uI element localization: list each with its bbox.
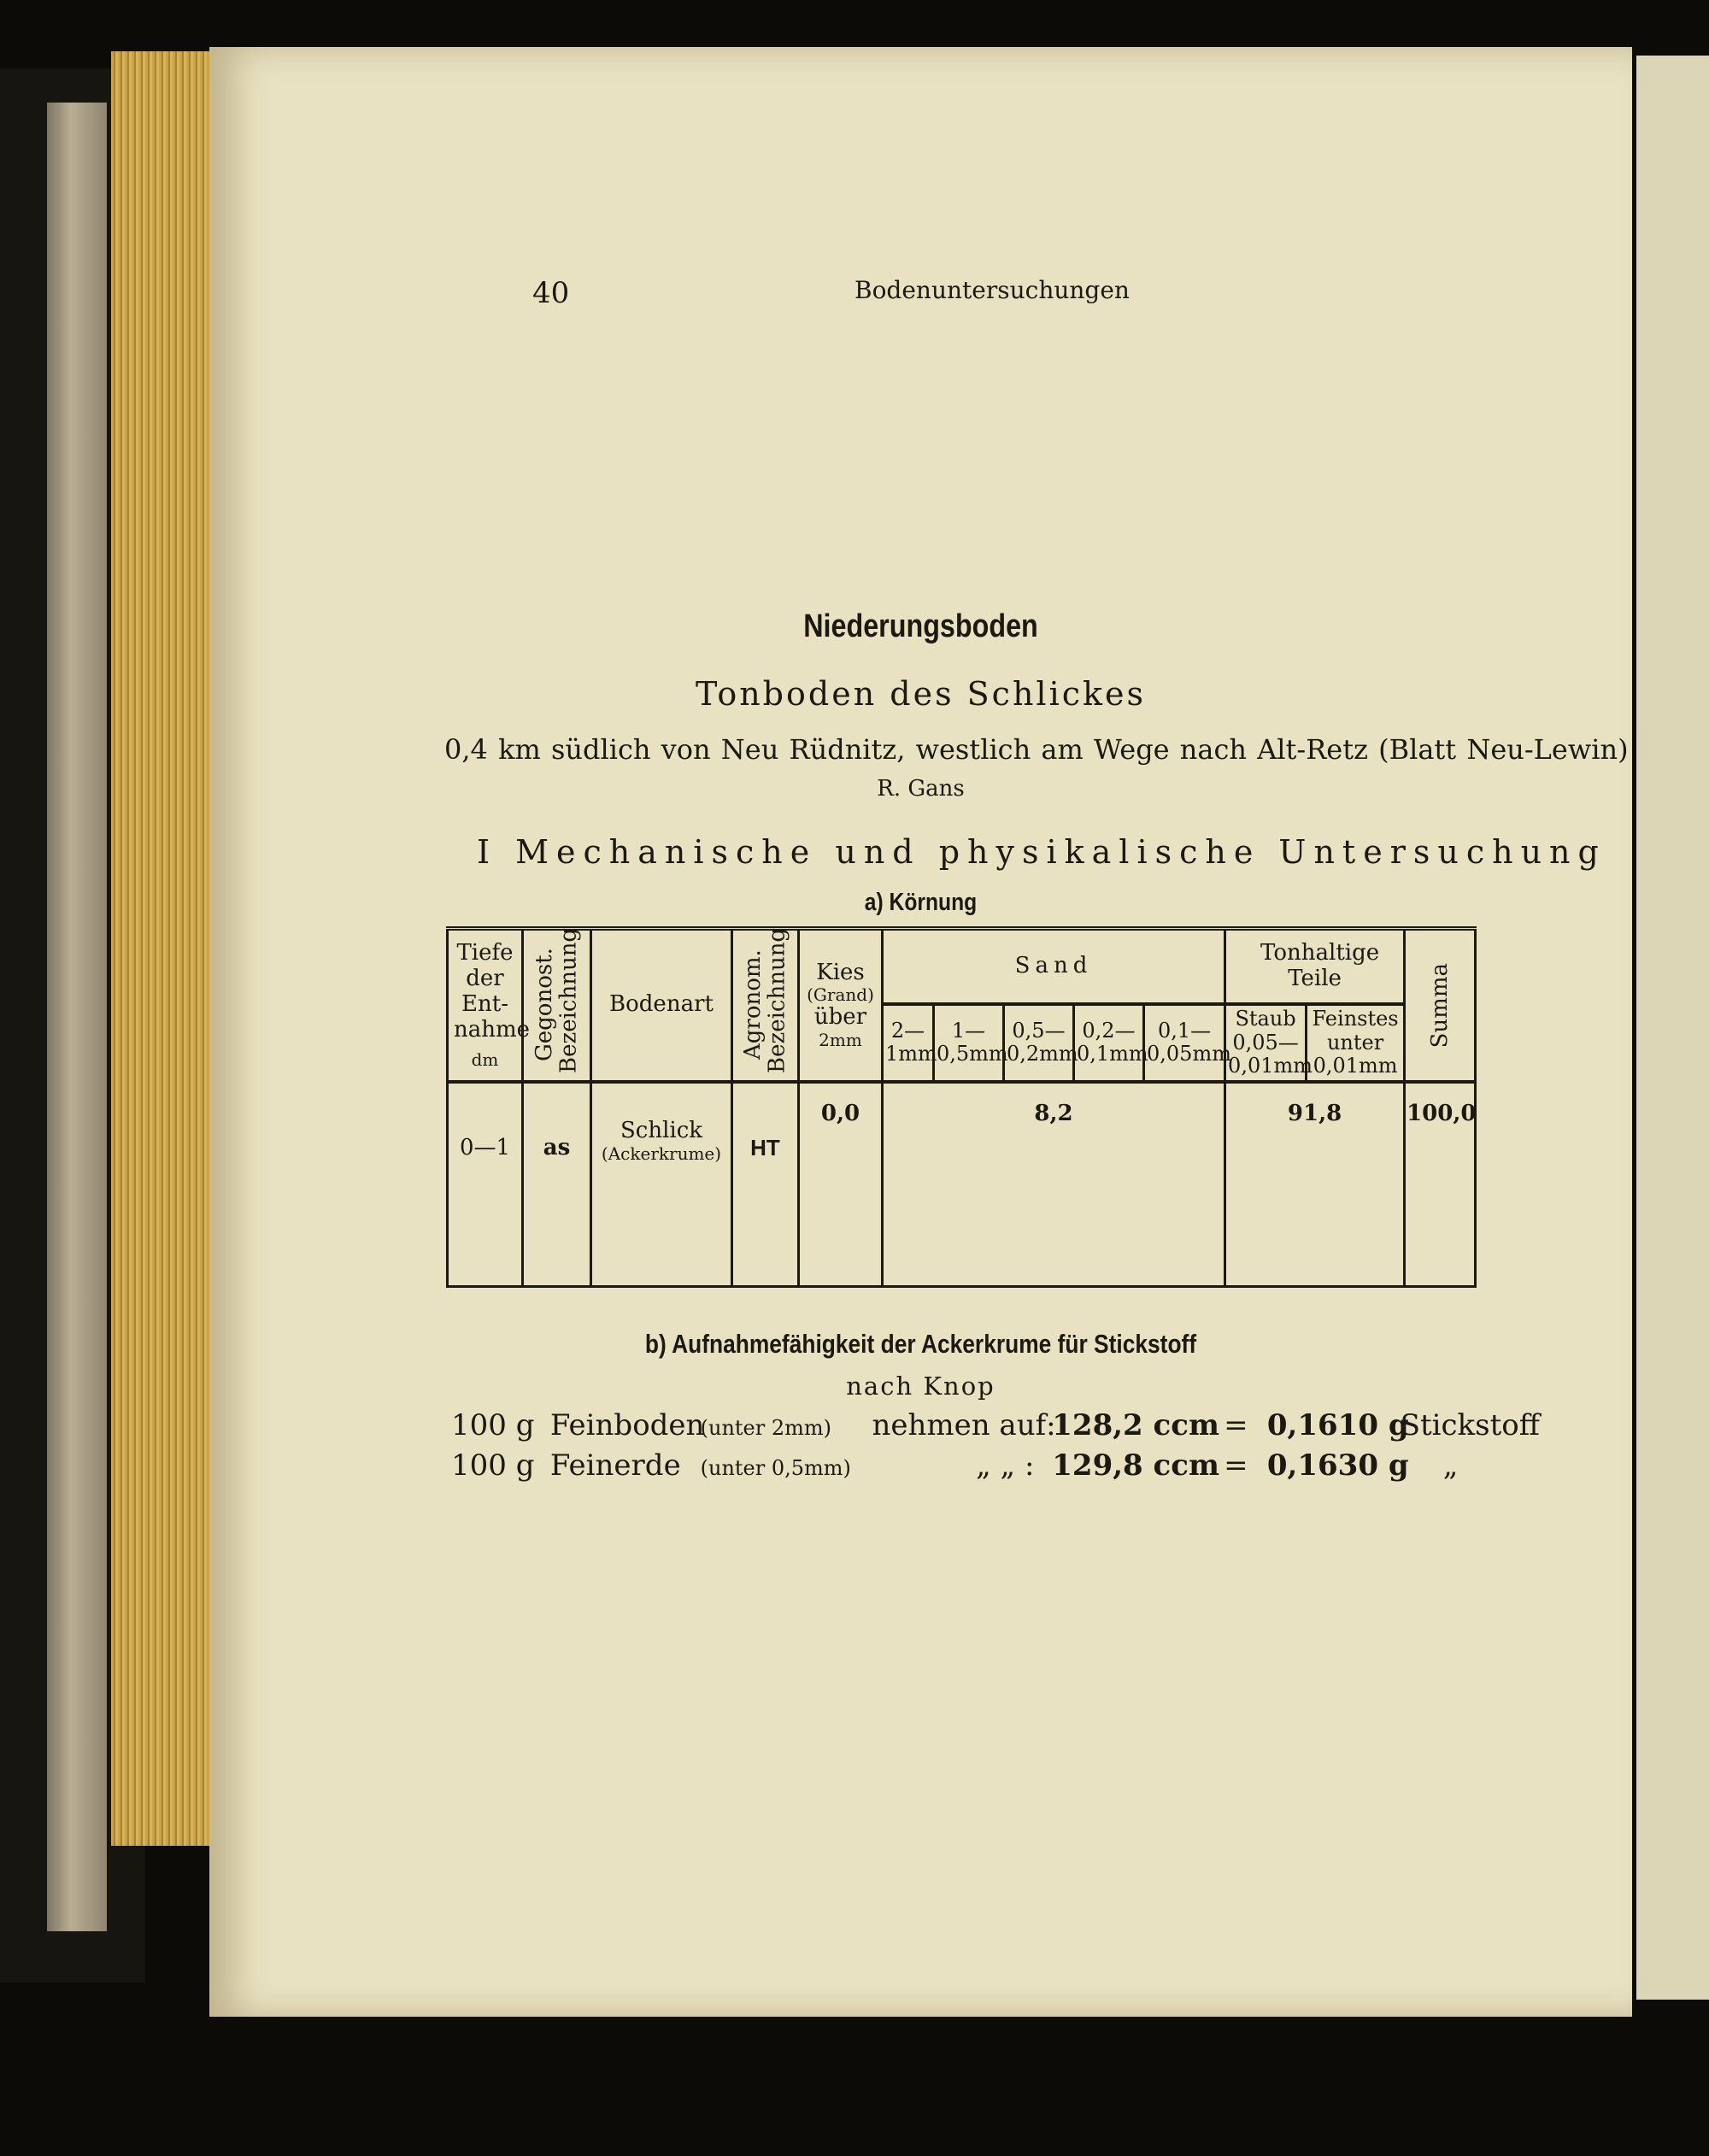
row1-eq: = [1224,1408,1248,1442]
row2-size: (unter 0,5mm) [700,1456,851,1480]
row1-grams: 0,1610 g [1266,1408,1409,1442]
part-b-method: nach Knop [846,1372,995,1401]
row1-name: Feinboden [549,1408,705,1442]
row2-grams: 0,1630 g [1266,1448,1409,1483]
title: Niederungsboden [803,608,1038,644]
header-tonhaltig: Tonhaltige Teile [1225,929,1405,1005]
header-agronom-label: Agronom. Bezeichnung [739,928,790,1074]
header-agronom [732,929,799,1082]
header-bodenart: Bodenart [591,929,732,1082]
header-gegonost-label: Gegonost. Bezeichnung [531,928,582,1074]
part-b-title: b) Aufnahmefähigkeit der Ackerkrume für Stickstoff [644,1329,1197,1359]
cell-summa: 100,0 [1405,1082,1476,1287]
row1-label: Stickstoff [1400,1408,1540,1442]
row2-eq: = [1224,1448,1248,1483]
header-sand-2-1: 2— 1mm [883,1004,934,1082]
cell-tiefe: 0—1 [448,1082,523,1287]
header-sand-01-005: 0,1— 0,05mm [1144,1004,1225,1082]
row2-ccm: 129,8 ccm [1052,1448,1219,1483]
row2-verb: „ „ : [976,1448,1035,1483]
book-binding [47,103,107,1931]
header-sand-1-05: 1— 0,5mm [934,1004,1004,1082]
header-feinstes: Feinstes unter 0,01mm [1307,1004,1405,1082]
facing-page-edge [1636,56,1709,2000]
header-kies-ueber: über [813,1004,867,1031]
page-number: 40 [532,276,570,310]
header-summa-label: Summa [1426,962,1453,1049]
header-kies-grand: (Grand) [807,984,874,1006]
header-tiefe-unit: dm [471,1049,499,1070]
header-kies-unit: 2mm [819,1030,862,1051]
header-kies [799,929,883,1082]
author: R. Gans [877,776,965,802]
section-heading: I Mechanische und physikalische Untersuchung [477,833,1606,871]
cell-bodenart [591,1082,732,1287]
row1-ccm: 128,2 ccm [1052,1408,1219,1442]
cell-gegonost: as [523,1082,591,1287]
cell-sand: 8,2 [883,1082,1225,1287]
header-summa [1405,929,1476,1082]
running-title: Bodenuntersuchungen [854,276,1130,304]
row2-name: Feinerde [549,1448,681,1483]
table-row [448,1082,1476,1287]
header-gegonost [523,929,591,1082]
cell-agronom: HT [732,1082,799,1287]
row1-size: (unter 2mm) [700,1416,831,1440]
header-tiefe [448,929,531,1082]
header-sand-02-01: 0,2— 0,1mm [1074,1004,1144,1082]
location: 0,4 km südlich von Neu Rüdnitz, westlich am Wege nach Alt-Retz (Blatt Neu-Lewin) [444,733,1629,766]
cell-bodenart-name: Schlick [620,1117,703,1143]
header-sand: Sand [883,929,1225,1005]
header-tiefe-label: Tiefe der Ent- nahme [454,940,531,1043]
cell-bodenart-note: (Ackerkrume) [601,1143,722,1164]
row2-amount: 100 g [451,1448,535,1483]
row2-label: „ [1442,1448,1459,1483]
header-kies-label: Kies [816,959,865,985]
header-sand-05-02: 0,5— 0,2mm [1004,1004,1074,1082]
cell-kies: 0,0 [799,1082,883,1287]
row1-verb: nehmen auf: [872,1408,1056,1442]
row1-amount: 100 g [451,1408,535,1442]
subtitle: Tonboden des Schlickes [695,675,1147,713]
cell-tonhaltig: 91,8 [1225,1082,1405,1287]
page-edges [111,51,214,1846]
nitrogen-row-2 [451,1448,1458,1483]
part-a-title: a) Körnung [864,889,978,916]
grain-size-table [446,926,1477,1288]
header-staub: Staub 0,05— 0,01mm [1225,1004,1307,1082]
nitrogen-row-1 [451,1408,1540,1442]
